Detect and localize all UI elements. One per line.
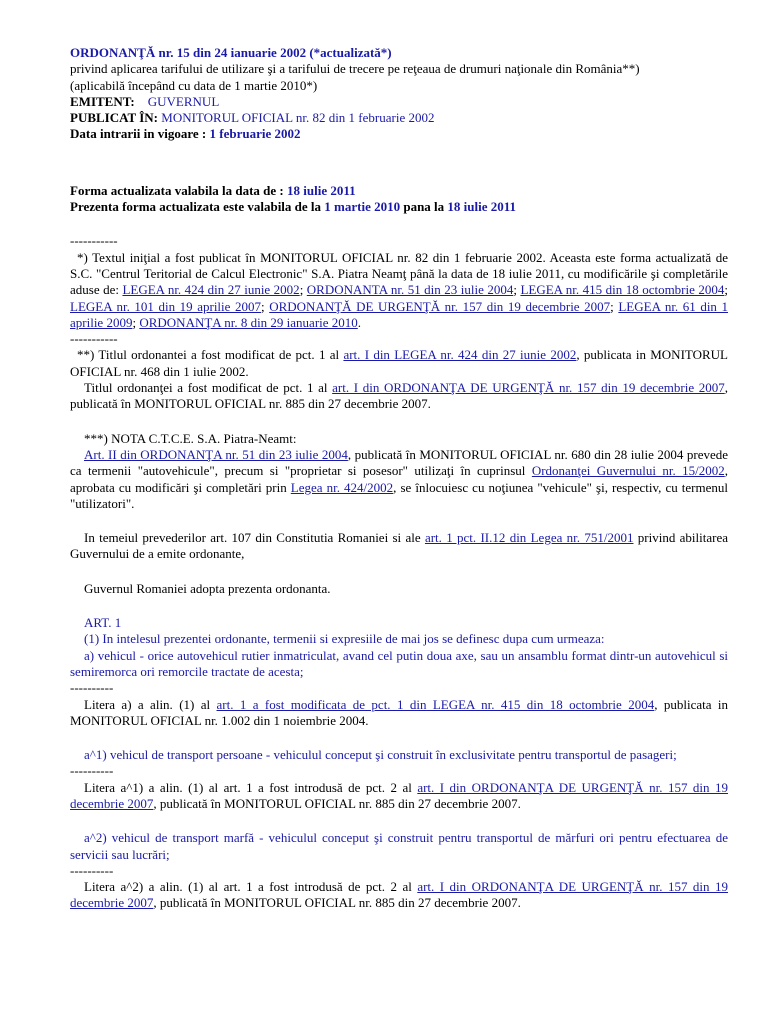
effective-date-label: Data intrarii in vigoare : (70, 126, 207, 142)
separator-punct: ; (513, 282, 517, 298)
note-ctce-text (70, 447, 728, 512)
note-text: **) Titlul ordonantei a fost modificat de pct. 1 al (77, 347, 340, 363)
link-legea-424-2002-short[interactable]: Legea nr. 424/2002 (290, 479, 394, 495)
link-legea-415-2004-art1[interactable]: art. 1 a fost modificata de pct. 1 din LEGEA nr. 415 din 18 octombrie 2004 (216, 696, 655, 712)
separator-punct: ; (132, 314, 137, 330)
validity-date: 18 iulie 2011 (287, 182, 356, 198)
note-text: , publicată în MONITORUL OFICIAL nr. 885 din 27 decembrie 2007. (153, 895, 521, 911)
link-legea-101-2007[interactable]: LEGEA nr. 101 din 19 aprilie 2007 (70, 298, 261, 314)
applicability-note: (aplicabilă începând cu data de 1 martie 2010*) (70, 77, 318, 93)
validity-label: Forma actualizata valabila la data de : (70, 182, 284, 198)
note-text: , publicata in MONITORUL OFICIAL nr. 1.002 din 1 noiembrie 2004. (70, 696, 728, 728)
note-text: Titlul ordonanţei a fost modificat de pct. 1 al (84, 380, 328, 396)
separator-punct: ; (610, 298, 614, 314)
article-1-letter-a: a) vehicul - orice autovehicul rutier inmatriculat, avand cel putin doua axe, sau un ansamblu format dintr-un autovehicul si semiremorca ori remorcile tractate de acesta; (70, 647, 728, 679)
issuer-label: EMITENT: (70, 93, 135, 109)
validity-line-1 (70, 183, 728, 199)
published-value: MONITORUL OFICIAL nr. 82 din 1 februarie 2002 (161, 110, 435, 126)
preamble-text: In temeiul prevederilor art. 107 din Constitutia Romaniei si ale (84, 530, 421, 546)
validity-from-date: 1 martie 2010 (324, 199, 401, 215)
note-ctce-heading: ***) NOTA C.T.C.E. S.A. Piatra-Neamt: (84, 430, 297, 446)
note-title-modified (70, 347, 728, 380)
note-initial-publication (70, 250, 728, 331)
link-legea-415-2004[interactable]: LEGEA nr. 415 din 18 octombrie 2004 (520, 282, 725, 298)
link-ordonanta-8-2010[interactable]: ORDONANŢA nr. 8 din 29 ianuarie 2010 (139, 314, 358, 330)
separator-punct: ; (299, 282, 304, 298)
link-legea-751-2001[interactable]: art. 1 pct. II.12 din Legea nr. 751/2001 (424, 530, 634, 546)
link-oug-157-2007-a2[interactable]: art. I din ORDONANŢA DE URGENŢĂ nr. 157 din 19 decembrie 2007 (70, 879, 729, 911)
published-line (70, 110, 728, 126)
note-text: , aprobata cu modificări şi completări prin (70, 463, 729, 495)
separator: ----------- (70, 233, 118, 249)
separator-punct: ; (724, 282, 729, 298)
preamble-text: privind abilitarea Guvernului de a emite ordonante, (70, 530, 729, 562)
effective-date-line (70, 126, 728, 142)
note-letter-a1 (70, 780, 728, 813)
link-oug-157-2007[interactable]: ORDONANŢĂ DE URGENŢĂ nr. 157 din 19 decembrie 2007 (269, 298, 611, 314)
article-1-paragraph-1: (1) In intelesul prezentei ordonante, termenii si expresiile de mai jos se definesc dupa cum urmeaza: (84, 631, 605, 647)
note-text: Litera a^1) a alin. (1) al art. 1 a fost introdusă de pct. 2 al (84, 779, 412, 795)
article-1-title: ART. 1 (84, 615, 122, 631)
validity-range-to-text: pana la (403, 199, 445, 215)
validity-to-date: 18 iulie 2011 (447, 199, 517, 215)
link-ordonanta-guvernului-15-2002[interactable]: Ordonanţei Guvernului nr. 15/2002 (531, 463, 725, 479)
document-title: ORDONANŢĂ nr. 15 din 24 ianuarie 2002 (*actualizată*) (70, 45, 392, 60)
document-body (70, 45, 728, 912)
document-subtitle: privind aplicarea tarifului de utilizare şi a tarifului de trecere pe reţeaua de drumuri naţionale din România**) (70, 61, 640, 77)
link-art-ii-ordonanta-51-2004[interactable]: Art. II din ORDONANŢA nr. 51 din 23 iulie 2004 (84, 446, 348, 462)
separator: ----------- (70, 331, 118, 347)
note-title-modified-2 (70, 380, 728, 413)
separator: ---------- (70, 862, 114, 878)
note-text: , publicată în MONITORUL OFICIAL nr. 885 din 27 decembrie 2007. (153, 795, 521, 811)
separator: ---------- (70, 680, 114, 696)
preamble (70, 530, 728, 563)
end-punct: . (357, 314, 362, 330)
article-1-letter-a1: a^1) vehicul de transport persoane - vehiculul conceput şi construit în exclusivitate pentru transportul de pasageri; (84, 747, 677, 763)
link-oug-157-2007-a1[interactable]: art. I din ORDONANŢA DE URGENŢĂ nr. 157 din 19 decembrie 2007 (70, 779, 729, 811)
issuer-value: GUVERNUL (147, 93, 220, 109)
article-1-letter-a2: a^2) vehicul de transport marfă - vehiculul conceput şi construit pentru transportul de mărfuri ori pentru efectuarea de servicii sau lucrări; (70, 830, 728, 862)
link-legea-424-2002[interactable]: LEGEA nr. 424 din 27 iunie 2002 (122, 282, 300, 298)
link-art-i-legea-424-2002[interactable]: art. I din LEGEA nr. 424 din 27 iunie 2002 (343, 347, 577, 363)
separator-punct: ; (261, 298, 265, 314)
note-text: Litera a^2) a alin. (1) al art. 1 a fost introdusă de pct. 2 al (84, 879, 412, 895)
link-legea-61-2009[interactable]: LEGEA nr. 61 din 1 aprilie 2009 (70, 298, 729, 330)
note-letter-a2 (70, 879, 728, 912)
link-ordonanta-51-2004[interactable]: ORDONANTA nr. 51 din 23 iulie 2004 (306, 282, 514, 298)
published-label: PUBLICAT ÎN: (70, 110, 159, 126)
note-text: , publicată în MONITORUL OFICIAL nr. 885 din 27 decembrie 2007. (70, 380, 728, 412)
separator: ---------- (70, 763, 114, 779)
issuer-line (70, 94, 728, 110)
note-text: , se înlocuiesc cu noţiunea "vehicule" şi, respectiv, cu termenul "utilizatori". (70, 479, 728, 511)
note-text: , publicată în MONITORUL OFICIAL nr. 680 din 28 iulie 2004 prevede ca termenii "autovehicule", precum si "proprietar si posesor" utilizaţi în cuprinsul (70, 446, 728, 479)
validity-range-text: Prezenta forma actualizata este valabila de la (70, 199, 322, 215)
note-text: , publicata in MONITORUL OFICIAL nr. 468 din 1 iulie 2002. (70, 347, 728, 379)
note-letter-a (70, 697, 728, 730)
adoption-statement: Guvernul Romaniei adopta prezenta ordonanta. (84, 580, 331, 596)
effective-date-value: 1 februarie 2002 (209, 126, 301, 142)
validity-line-2 (70, 199, 728, 215)
link-art-i-oug-157-2007[interactable]: art. I din ORDONANŢA DE URGENŢĂ nr. 157 din 19 decembrie 2007 (332, 380, 725, 396)
note-text: *) Textul iniţial a fost publicat în MONITORUL OFICIAL nr. 82 din 1 februarie 2002. Aceasta este forma actualizată de S.C. "Centrul Teritorial de Calcul Electronic" S.A. Piatra Neamţ până la data de 18 iulie 2011, cu modificările şi completările aduse de: (70, 249, 728, 298)
note-text: Litera a) a alin. (1) al (84, 696, 211, 712)
